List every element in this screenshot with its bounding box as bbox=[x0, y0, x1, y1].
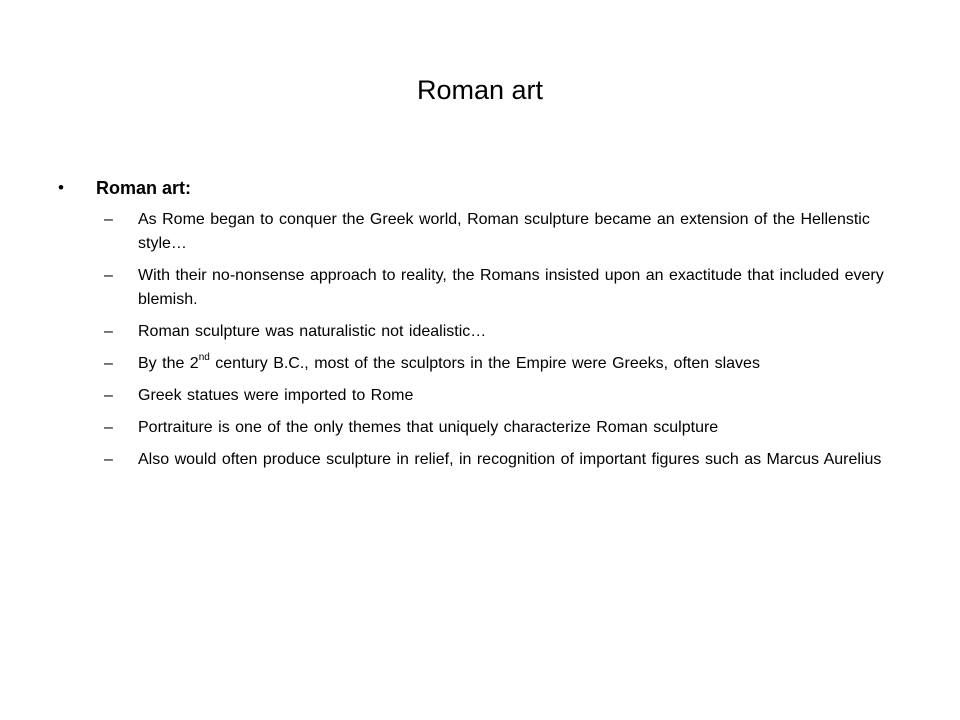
bullet-icon: • bbox=[58, 178, 64, 197]
dash-icon: – bbox=[104, 211, 113, 228]
list-item bbox=[104, 208, 894, 256]
list-item-text: As Rome began to conquer the Greek world, Roman sculpture became an extension of the Hellenstic style… bbox=[138, 211, 870, 252]
superscript-text: nd bbox=[198, 352, 210, 363]
dash-icon: – bbox=[104, 267, 113, 284]
list-item bbox=[104, 320, 894, 344]
text-after-superscript: century B.C., most of the sculptors in the Empire were Greeks, often slaves bbox=[209, 355, 760, 372]
dash-icon: – bbox=[104, 451, 113, 468]
list-item-text: Also would often produce sculpture in relief, in recognition of important figures such as Marcus Aurelius bbox=[138, 451, 882, 468]
sub-bullet-list bbox=[104, 208, 894, 480]
main-bullet bbox=[58, 176, 918, 200]
list-item bbox=[104, 416, 894, 440]
bullet-heading: Roman art: bbox=[96, 178, 192, 198]
list-item bbox=[104, 352, 894, 376]
dash-icon: – bbox=[104, 419, 113, 436]
list-item-text: Portraiture is one of the only themes that uniquely characterize Roman sculpture bbox=[138, 419, 719, 436]
slide-title: Roman art bbox=[416, 75, 544, 105]
text-before-superscript: By the 2 bbox=[138, 355, 199, 372]
list-item-text: With their no-nonsense approach to reality, the Romans insisted upon an exactitude that included every blemish. bbox=[138, 267, 884, 308]
dash-icon: – bbox=[104, 355, 113, 372]
list-item-text: Greek statues were imported to Rome bbox=[138, 387, 414, 404]
list-item-text bbox=[138, 352, 894, 376]
list-item bbox=[104, 448, 894, 472]
dash-icon: – bbox=[104, 323, 113, 340]
dash-icon: – bbox=[104, 387, 113, 404]
list-item bbox=[104, 384, 894, 408]
list-item bbox=[104, 264, 894, 312]
list-item-text: Roman sculpture was naturalistic not idealistic… bbox=[138, 323, 487, 340]
